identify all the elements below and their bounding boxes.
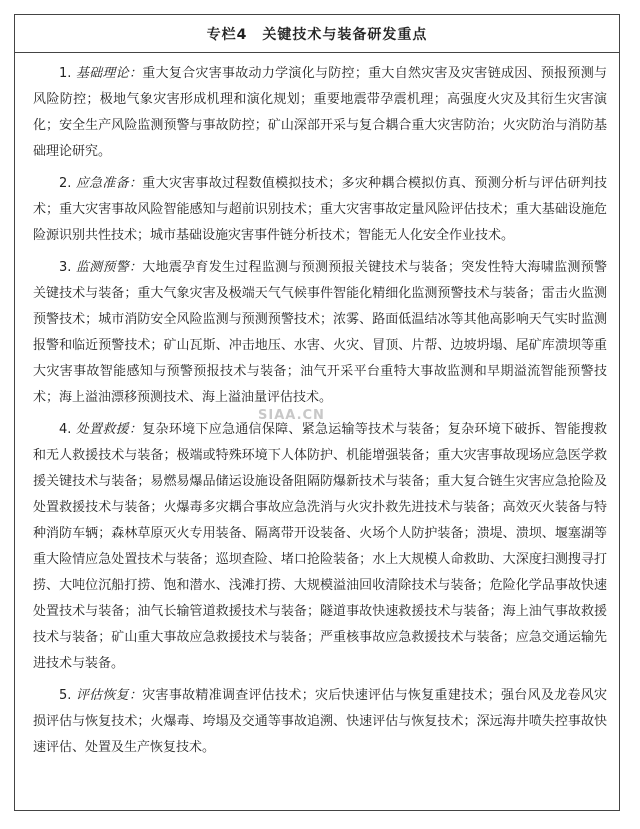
item-lead: 监测预警： (75, 260, 143, 275)
item-lead: 处置救援： (75, 422, 143, 437)
item-emergency-preparation (33, 171, 607, 249)
item-number: 3. (59, 260, 72, 275)
item-basic-theory (33, 61, 607, 165)
item-text: 复杂环境下应急通信保障、紧急运输等技术与装备；复杂环境下破拆、智能搜救和无人救援技术与装备；极端或特殊环境下人体防护、机能增强装备；重大灾害事故现场应急医学救援关键技术与装备；易燃易爆品储运设施设备阻隔防爆新技术与装备；重大复合链生灾害应急抢险及处置救援技术与装备；火爆毒多灾耦合事故应急洗消与火灾扑救先进技术与装备；高效灭火装备与特种消防车辆；森林草原灭火专用装备、隔离带开设装备、火场个人防护装备；溃堤、溃坝、堰塞湖等重大险情应急处置技术与装备；巡坝查险、堵口抢险装备；水上大规模人命救助、大深度扫测搜寻打捞、大吨位沉船打捞、饱和潜水、浅滩打捞、大规模溢油回收清除技术与装备；危险化学品事故快速处置技术与装备；油气长输管道救援技术与装备；隧道事故快速救援技术与装备；海上油气事故救援技术与装备；矿山重大事故应急救援技术与装备；严重核事故应急救援技术与装备；应急交通运输先进技术与装备。 (33, 422, 607, 671)
item-assessment-recovery (33, 683, 607, 761)
item-number: 5. (59, 688, 72, 703)
item-rescue-handling (33, 417, 607, 677)
item-number: 2. (59, 176, 72, 191)
watermark: SIAA.CN (258, 408, 325, 423)
item-text: 重大复合灾害事故动力学演化与防控；重大自然灾害及灾害链成因、预报预测与风险防控；极地气象灾害形成机理和演化规划；重要地震带孕震机理；高强度火灾及其衍生灾害演化；安全生产风险监测预警与事故防控；矿山深部开采与复合耦合重大灾害防治；火灾防治与消防基础理论研究。 (33, 66, 607, 159)
item-lead: 应急准备： (75, 176, 143, 191)
item-text: 重大灾害事故过程数值模拟技术；多灾种耦合模拟仿真、预测分析与评估研判技术；重大灾害事故风险智能感知与超前识别技术；重大灾害事故定量风险评估技术；重大基础设施危险源识别共性技术；城市基础设施灾害事件链分析技术；智能无人化安全作业技术。 (33, 176, 607, 243)
box-title: 专栏4 关键技术与装备研发重点 (206, 26, 428, 43)
item-text: 灾害事故精准调查评估技术；灾后快速评估与恢复重建技术；强台风及龙卷风灾损评估与恢复技术；火爆毒、垮塌及交通等事故追溯、快速评估与恢复技术；深远海井喷失控事故快速评估、处置及生产恢复技术。 (33, 688, 607, 755)
item-number: 4. (59, 422, 72, 437)
item-lead: 基础理论： (75, 66, 143, 81)
box-content (15, 53, 619, 761)
item-text: 大地震孕育发生过程监测与预测预报关键技术与装备；突发性特大海啸监测预警关键技术与装备；重大气象灾害及极端天气气候事件智能化精细化监测预警技术与装备；雷击火监测预警技术；城市消防安全风险监测与预测预警技术；浓雾、路面低温结冰等其他高影响天气实时监测报警和临近预警技术；矿山瓦斯、冲击地压、水害、火灾、冒顶、片帮、边坡坍塌、尾矿库溃坝等重大灾害事故智能感知与预警预报技术与装备；油气开采平台重特大事故监测和早期溢流智能预警技术；海上溢油漂移预测技术、海上溢油量评估技术。 (33, 260, 607, 405)
item-lead: 评估恢复： (75, 688, 143, 703)
item-monitoring-warning (33, 255, 607, 411)
item-number: 1. (59, 66, 72, 81)
box-header (15, 15, 619, 53)
